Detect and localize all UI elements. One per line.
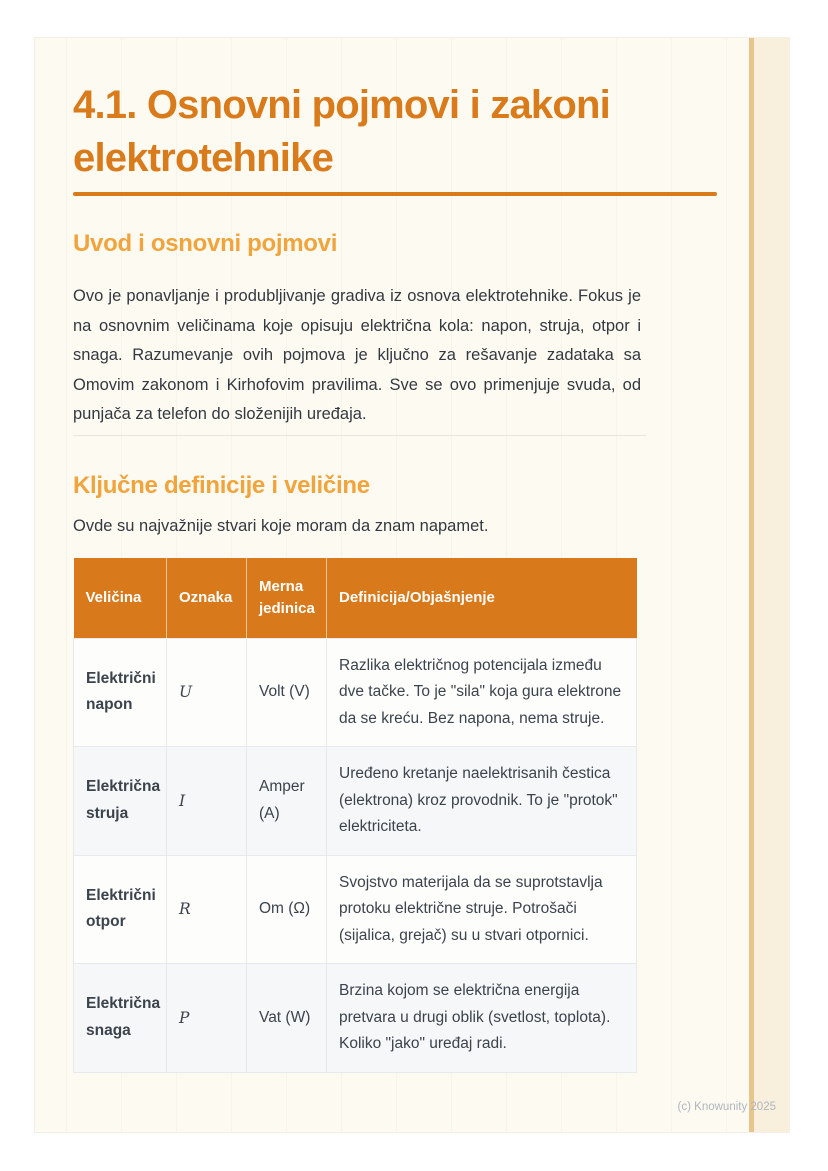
definition-cell: Svojstvo materijala da se suprotstavlja protoku električne struje. Potrošači (sijalica, grejač) su u stvari otpornici. [327, 855, 637, 964]
document-page [34, 37, 790, 1133]
definitions-lead: Ovde su najvažnije stvari koje moram da znam napamet. [73, 516, 489, 535]
page-content [35, 38, 789, 1073]
definition-cell: Uređeno kretanje naelektrisanih čestica (elektrona) kroz provodnik. To je "protok" elektriciteta. [327, 747, 637, 856]
term-cell: Električna struja [74, 747, 167, 856]
symbol-cell: I [167, 747, 247, 856]
header-definicija: Definicija/Objašnjenje [327, 558, 637, 639]
term-cell: Električni napon [74, 638, 167, 747]
header-merna-jedinica: Merna jedinica [247, 558, 327, 639]
intro-paragraph: Ovo je ponavljanje i produbljivanje gradiva iz osnova elektrotehnike. Fokus je na osnovnim veličinama koje opisuju električna kola: napon, struja, otpor i snaga. Razumevanje ovih pojmova je ključno za rešavanje zadataka sa Omovim zakonom i Kirhofovim pravilima. Sve se ovo primenjuje svuda, od punjača za telefon do složenijih uređaja. [73, 287, 641, 423]
table-header-row [74, 558, 637, 639]
section-heading-uvod: Uvod i osnovni pojmovi [73, 230, 338, 257]
definition-cell: Razlika električnog potencijala između dve tačke. To je "sila" koja gura elektrone da se kreću. Bez napona, nema struje. [327, 638, 637, 747]
table-row-napon [74, 638, 637, 747]
title-underline [73, 192, 717, 196]
symbol-cell: R [167, 855, 247, 964]
unit-cell: Vat (W) [247, 964, 327, 1073]
unit-cell: Volt (V) [247, 638, 327, 747]
header-velicina: Veličina [74, 558, 167, 639]
term-cell: Električna snaga [74, 964, 167, 1073]
symbol-cell: P [167, 964, 247, 1073]
definitions-table [73, 558, 637, 1073]
copyright-notice: (c) Knowunity 2025 [677, 1101, 776, 1113]
table-row-snaga [74, 964, 637, 1073]
unit-cell: Om (Ω) [247, 855, 327, 964]
table-row-struja [74, 747, 637, 856]
table-row-otpor [74, 855, 637, 964]
page-title: 4.1. Osnovni pojmovi i zakoni elektrotehnike [73, 83, 610, 180]
page-edge-strip [749, 38, 789, 1132]
unit-cell: Amper (A) [247, 747, 327, 856]
section-divider [73, 435, 646, 436]
header-oznaka: Oznaka [167, 558, 247, 639]
section-heading-definicije: Ključne definicije i veličine [73, 471, 370, 499]
definition-cell: Brzina kojom se električna energija pretvara u drugi oblik (svetlost, toplota). Koliko "jako" uređaj radi. [327, 964, 637, 1073]
symbol-cell: U [167, 638, 247, 747]
term-cell: Električni otpor [74, 855, 167, 964]
